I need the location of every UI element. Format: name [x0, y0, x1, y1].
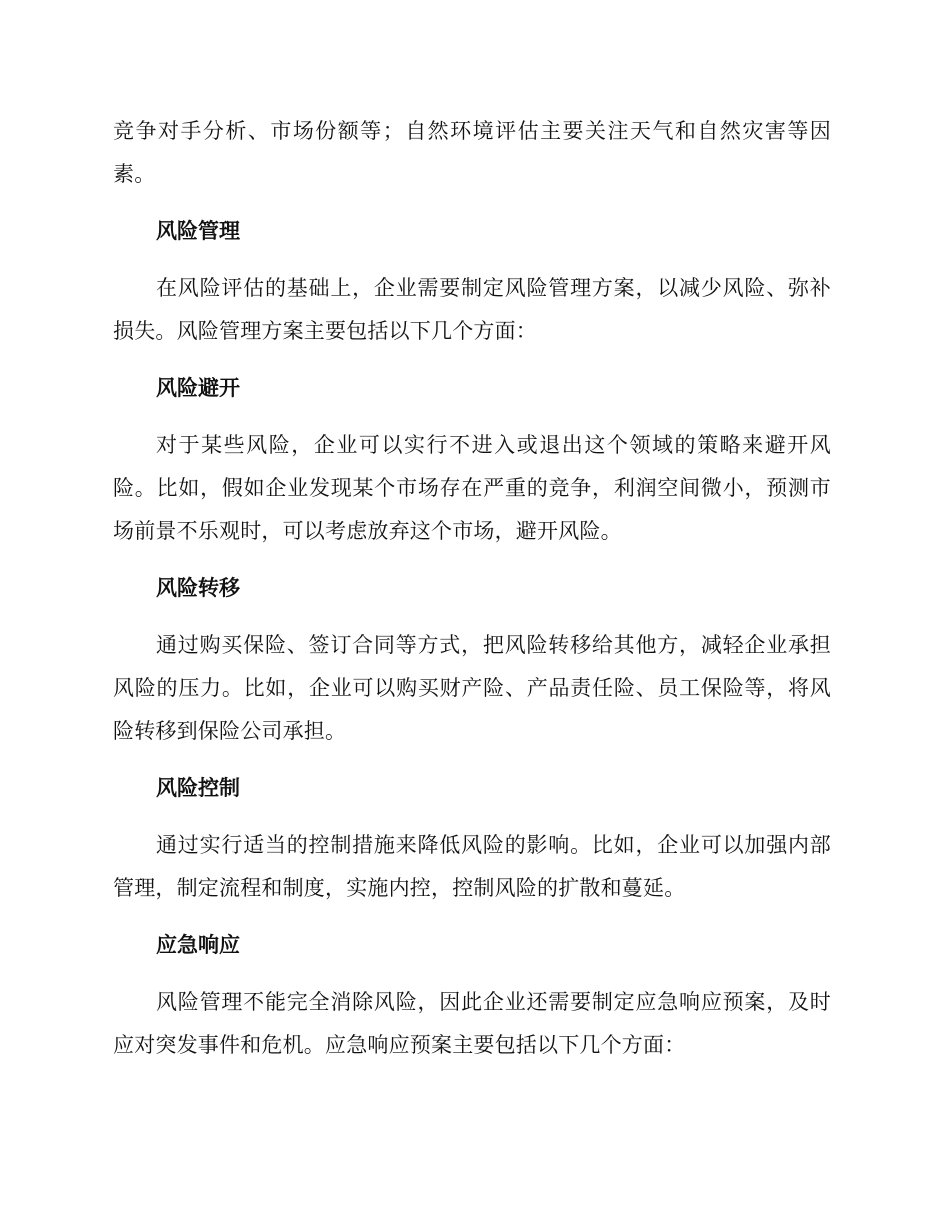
section-heading-risk-transfer: 风险转移	[156, 576, 240, 600]
section-heading-risk-control: 风险控制	[156, 776, 240, 800]
section-heading-risk-management: 风险管理	[156, 219, 240, 243]
paragraph-continuation: 竞争对手分析、市场份额等；自然环境评估主要关注天气和自然灾害等因素。	[113, 119, 831, 186]
paragraph-risk-avoidance: 对于某些风险，企业可以实行不进入或退出这个领域的策略来避开风险。比如，假如企业发现某个市场存在严重的竞争，利润空间微小，预测市场前景不乐观时，可以考虑放弃这个市场，避开风险。	[113, 433, 831, 543]
paragraph-risk-transfer: 通过购买保险、签订合同等方式，把风险转移给其他方，减轻企业承担风险的压力。比如，企业可以购买财产险、产品责任险、员工保险等，将风险转移到保险公司承担。	[113, 633, 831, 743]
paragraph-risk-control: 通过实行适当的控制措施来降低风险的影响。比如，企业可以加强内部管理，制定流程和制度，实施内控，控制风险的扩散和蔓延。	[113, 833, 831, 900]
document-page	[113, 110, 831, 1081]
paragraph-risk-management: 在风险评估的基础上，企业需要制定风险管理方案，以减少风险、弥补损失。风险管理方案主要包括以下几个方面：	[113, 276, 831, 343]
section-heading-emergency-response: 应急响应	[156, 933, 240, 957]
section-heading-risk-avoidance: 风险避开	[156, 376, 240, 400]
paragraph-emergency-response: 风险管理不能完全消除风险，因此企业还需要制定应急响应预案，及时应对突发事件和危机。应急响应预案主要包括以下几个方面：	[113, 990, 831, 1057]
